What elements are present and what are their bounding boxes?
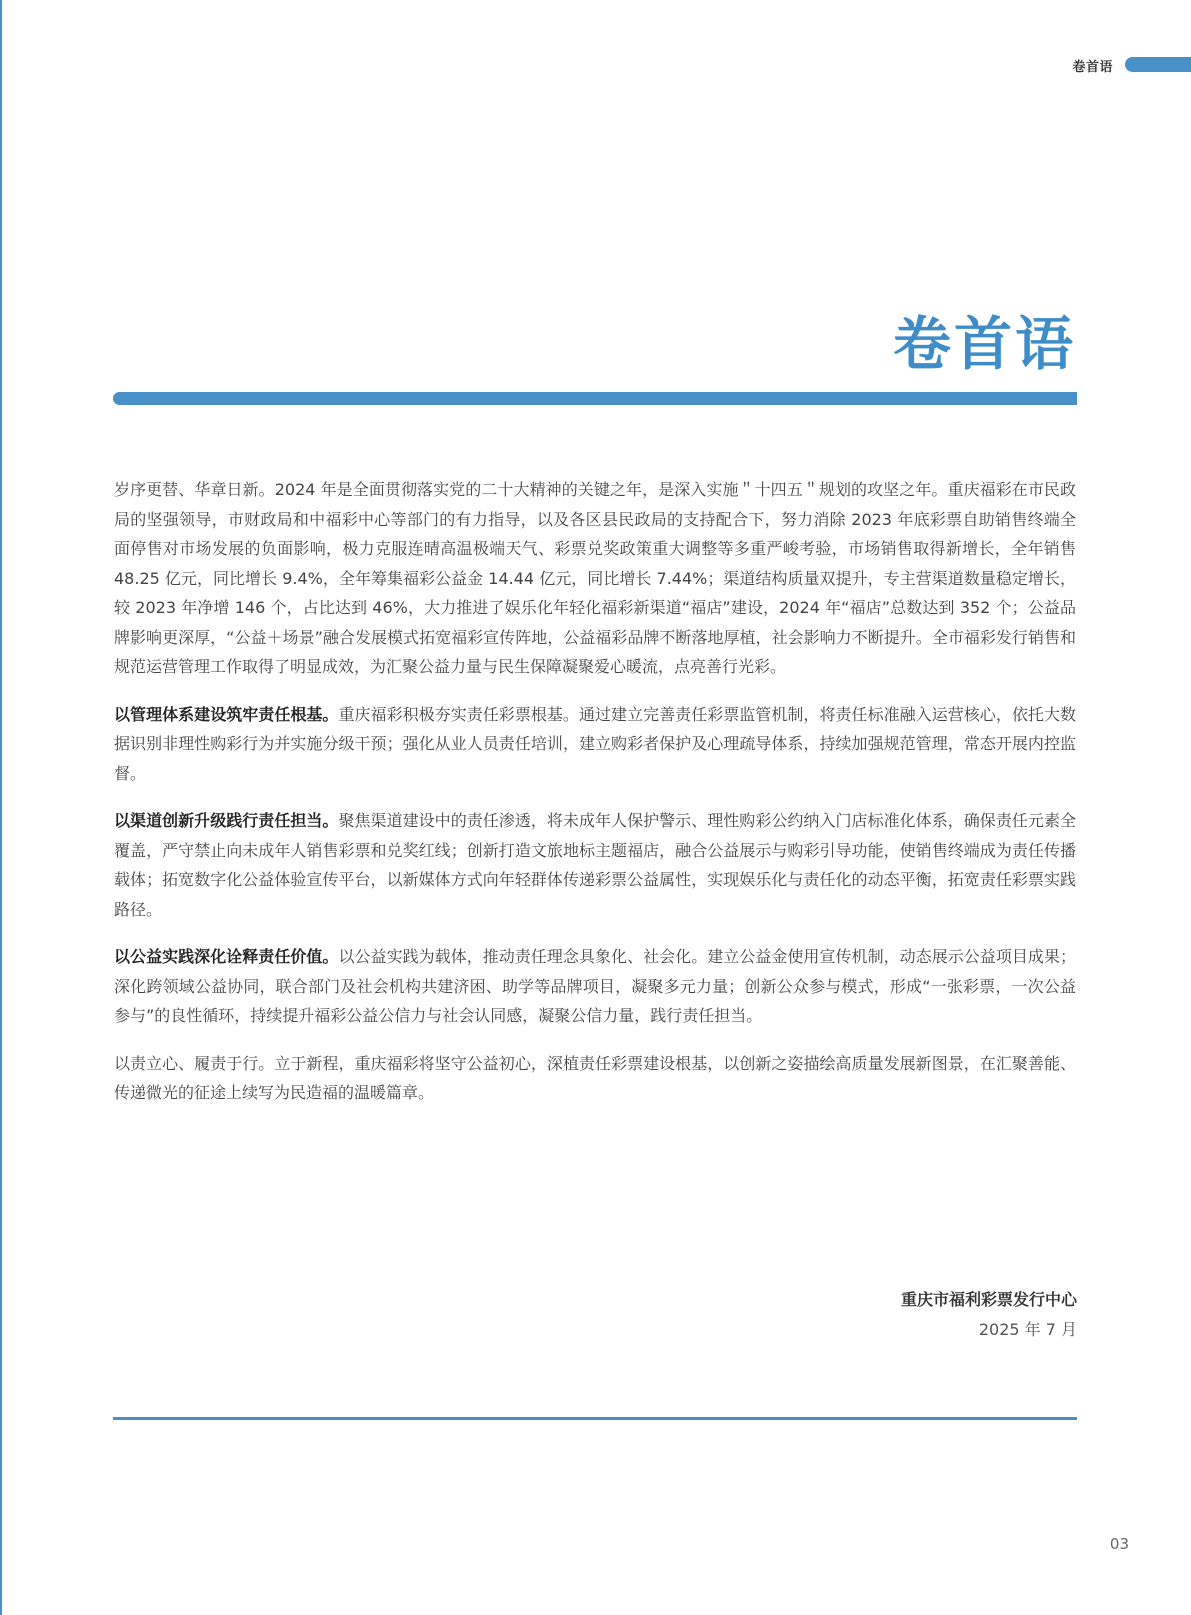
body-text bbox=[114, 475, 1076, 1126]
paragraph-management-text: 重庆福彩积极夯实责任彩票根基。通过建立完善责任彩票监管机制，将责任标准融入运营核心，依托大数据识别非理性购彩行为并实施分级干预；强化从业人员责任培训，建立购彩者保护及心理疏导体系，持续加强规范管理，常态开展内控监督。 bbox=[114, 704, 1076, 783]
paragraph-channel-lead: 以渠道创新升级践行责任担当。 bbox=[114, 811, 339, 830]
title-rule bbox=[113, 392, 1077, 405]
paragraph-public-welfare-text: 以公益实践为载体，推动责任理念具象化、社会化。建立公益金使用宣传机制，动态展示公益项目成果；深化跨领域公益协同，联合部门及社会机构共建济困、助学等品牌项目，凝聚多元力量；创新公众参与模式，形成“一张彩票，一次公益参与”的良性循环，持续提升福彩公益公信力与社会认同感，凝聚公信力量，践行责任担当。 bbox=[114, 947, 1076, 1025]
signature-block bbox=[901, 1286, 1077, 1346]
signature-organization: 重庆市福利彩票发行中心 bbox=[900, 1290, 1077, 1309]
bottom-rule bbox=[113, 1417, 1077, 1420]
section-tab-marker bbox=[1125, 57, 1191, 72]
paragraph-channel bbox=[114, 806, 1076, 924]
paragraph-intro-text: 岁序更替、华章日新。2024 年是全面贯彻落实党的二十大精神的关键之年，是深入实施＂十四五＂规划的攻坚之年。重庆福彩在市民政局的坚强领导，市财政局和中福彩中心等部门的有力指导，以及各区县民政局的支持配合下，努力消除 2023 年底彩票自助销售终端全面停售对市场发展的负面影响，极力克服连晴高温极端天气、彩票兑奖政策重大调整等多重严峻考验，市场销售取得新增长，全年销售 48.25 亿元，同比增长 9.4%，全年筹集福彩公益金 14.44 亿元，同比增长 7.44%；渠道结构质量双提升，专主营渠道数量稳定增长，较 2023 年净增 146 个，占比达到 46%，大力推进了娱乐化年轻化福彩新渠道“福店”建设，2024 年“福店”总数达到 352 个；公益品牌影响更深厚，“公益＋场景”融合发展模式拓宽福彩宣传阵地，公益福彩品牌不断落地厚植，社会影响力不断提升。全市福彩发行销售和规范运营管理工作取得了明显成效，为汇聚公益力量与民生保障凝聚爱心暖流，点亮善行光彩。 bbox=[114, 480, 1076, 676]
paragraph-closing bbox=[114, 1049, 1076, 1108]
paragraph-public-welfare-lead: 以公益实践深化诠释责任价值。 bbox=[114, 947, 339, 966]
page-title: 卷首语 bbox=[892, 310, 1076, 378]
paragraph-management-lead: 以管理体系建设筑牢责任根基。 bbox=[114, 704, 339, 724]
left-edge-line bbox=[0, 0, 2, 1615]
section-label: 卷首语 bbox=[1072, 60, 1113, 75]
paragraph-public-welfare bbox=[114, 942, 1076, 1031]
signature-date: 2025 年 7 月 bbox=[978, 1320, 1077, 1339]
page-number: 03 bbox=[1109, 1535, 1129, 1553]
paragraph-channel-text: 聚焦渠道建设中的责任渗透，将未成年人保护警示、理性购彩公约纳入门店标准化体系，确保责任元素全覆盖，严守禁止向未成年人销售彩票和兑奖红线；创新打造文旅地标主题福店，融合公益展示与购彩引导功能，使销售终端成为责任传播载体；拓宽数字化公益体验宣传平台，以新媒体方式向年轻群体传递彩票公益属性，实现娱乐化与责任化的动态平衡，拓宽责任彩票实践路径。 bbox=[114, 811, 1076, 919]
paragraph-closing-text: 以责立心、履责于行。立于新程，重庆福彩将坚守公益初心，深植责任彩票建设根基，以创新之姿描绘高质量发展新图景，在汇聚善能、传递微光的征途上续写为民造福的温暖篇章。 bbox=[114, 1053, 1076, 1102]
paragraph-intro bbox=[114, 475, 1076, 682]
paragraph-management bbox=[114, 700, 1076, 789]
